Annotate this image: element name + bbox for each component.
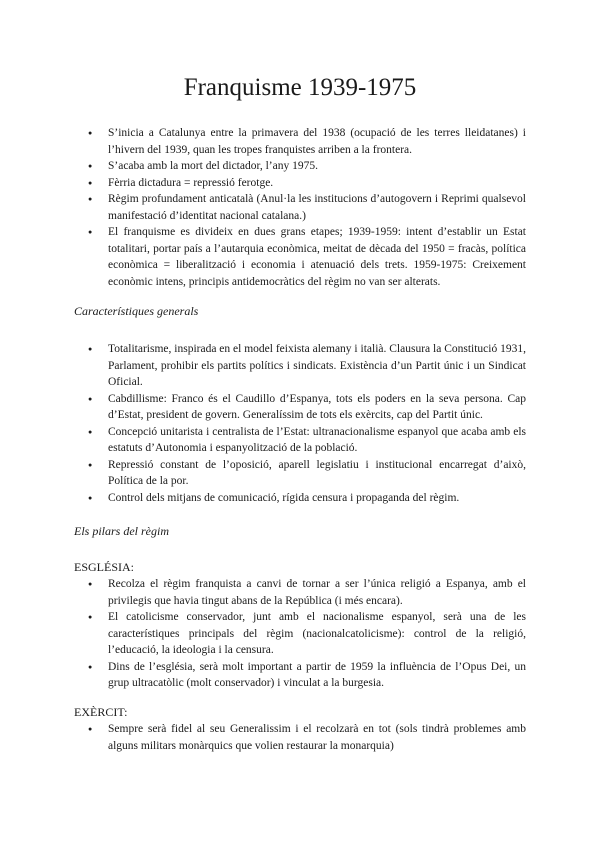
list-item: ● Fèrria dictadura = repressió ferotge.	[84, 175, 526, 192]
section-heading-caracteristiques: Característiques generals	[74, 304, 199, 318]
section-heading-pilars: Els pilars del règim	[74, 524, 169, 538]
list-item: ● Concepció unitarista i centralista de l’Estat: ultranacionalisme espanyol que acaba amb els estatuts d’Autonomia i espanyolització de la població.	[84, 424, 526, 457]
list-item: ● Dins de l’església, serà molt important a partir de 1959 la influència de l’Opus Dei, un grup ultracatòlic (molt conservador) i vinculat a la burgesia.	[84, 659, 526, 692]
list-item: ● Sempre serà fidel al seu Generalissim i el recolzarà en tot (sols tindrà problemes amb alguns militars monàrquics que volien restaurar la monarquia)	[84, 721, 526, 754]
list-item: ● S’acaba amb la mort del dictador, l’any 1975.	[84, 158, 526, 175]
list-item: ● Recolza el règim franquista a canvi de tornar a ser l’única religió a Espanya, amb el privilegis que havia tingut abans de la República (i més encara).	[84, 576, 526, 609]
esglesia-list	[84, 576, 526, 692]
list-item: ● Cabdillisme: Franco és el Caudillo d’Espanya, tots els poders en la seva persona. Cap d’Estat, president de govern. Generalíssim de tots els exèrcits, cap del Partit únic.	[84, 391, 526, 424]
list-item: ● Totalitarisme, inspirada en el model feixista alemany i italià. Clausura la Constitució 1931, Parlament, prohibir els partits polítics i sindicats. Existència d’un Partit únic i un Sindicat Oficial.	[84, 341, 526, 391]
list-item: ● S’inicia a Catalunya entre la primavera del 1938 (ocupació de les terres lleidatanes) i l’hivern del 1939, quan les tropes franquistes arriben a la frontera.	[84, 125, 526, 158]
subheading-esglesia: ESGLÉSIA:	[74, 560, 134, 574]
list-item: ● El franquisme es divideix en dues grans etapes; 1939-1959: intent d’establir un Estat totalitari, portar país a l’autarquia econòmica, meitat de dècada del 1950 = fracàs, política econòmica = liberalització i economia i atenuació dels trets. 1959-1975: Creixement econòmic intens, principis antidemocràtics del règim no van ser alterats.	[84, 224, 526, 290]
intro-list	[84, 125, 526, 290]
subheading-exercit: EXÈRCIT:	[74, 705, 128, 719]
list-item: ● Règim profundament anticatalà (Anul·la les institucions d’autogovern i Reprimi qualsevol manifestació d’identitat nacional catalana.)	[84, 191, 526, 224]
list-item: ● Repressió constant de l’oposició, aparell legislatiu i institucional encarregat d’això, Política de la por.	[84, 457, 526, 490]
list-item: ● El catolicisme conservador, junt amb el nacionalisme espanyol, serà una de les característiques principals del règim (nacionalcatolicisme): control de la religió, l’educació, la ideologia i la censura.	[84, 609, 526, 659]
page-title: Franquisme 1939-1975	[183, 74, 417, 101]
exercit-list	[84, 721, 526, 754]
caracteristiques-list	[84, 341, 526, 506]
list-item: ● Control dels mitjans de comunicació, rígida censura i propaganda del règim.	[84, 490, 526, 507]
